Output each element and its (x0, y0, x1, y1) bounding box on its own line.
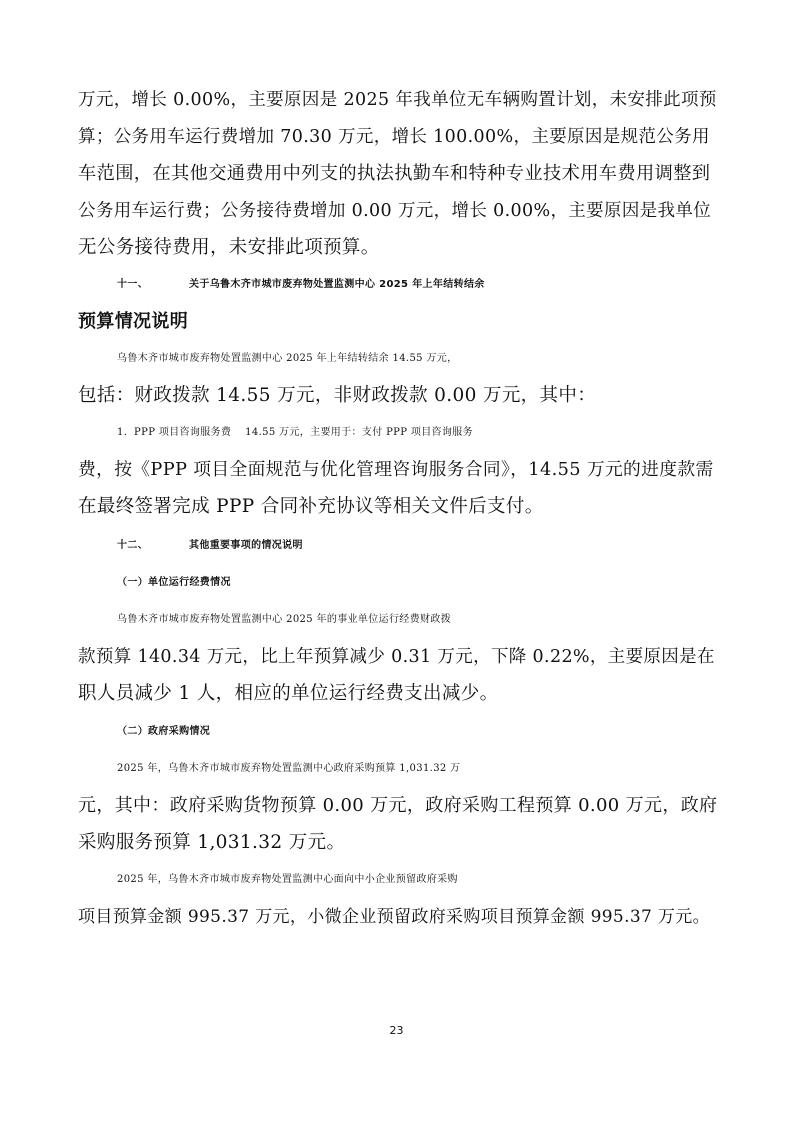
text-line: 2025 年，乌鲁木齐市城市废弃物处置监测中心面向中小企业预留政府采购 (117, 874, 458, 885)
text-line: 乌鲁木齐市城市废弃物处置监测中心 2025 年的事业单位运行经费财政拨 (117, 614, 452, 625)
subheading-procurement: （二）政府采购情况 (117, 726, 211, 737)
text-line: 费，按《PPP 项目全面规范与优化管理咨询服务合同》，14.55 万元的进度款需 (78, 460, 714, 480)
text-line: 职人员减少 1 人，相应的单位运行经费支出减少。 (78, 683, 499, 704)
text-line: 款预算 140.34 万元，比上年预算减少 0.31 万元，下降 0.22%，主要原因是在 (78, 647, 715, 667)
text-line: 2025 年，乌鲁木齐市城市废弃物处置监测中心政府采购预算 1,031.32 万 (117, 763, 461, 774)
section-number: 十一、 (117, 279, 149, 290)
text-line: 乌鲁木齐市城市废弃物处置监测中心 2025 年上年结转结余 14.55 万元， (117, 353, 458, 364)
section-heading-12 (117, 534, 757, 558)
section-title: 关于乌鲁木齐市城市废弃物处置监测中心 2025 年上年结转结余 (189, 279, 485, 290)
text-line: 包括：财政拨款 14.55 万元，非财政拨款 0.00 万元，其中： (78, 385, 597, 406)
section-heading-11-cont: 预算情况说明 (78, 311, 189, 332)
text-line: 1．PPP 项目咨询服务费 14.55 万元，主要用于：支付 PPP 项目咨询服务 (117, 427, 473, 438)
text-line: 项目预算金额 995.37 万元，小微企业预留政府采购项目预算金额 995.37 万元。 (78, 907, 710, 927)
text-line: 算；公务用车运行费增加 70.30 万元，增长 100.00%，主要原因是规范公务用 (78, 127, 710, 147)
text-line: 万元，增长 0.00%，主要原因是 2025 年我单位无车辆购置计划，未安排此项预 (78, 90, 717, 110)
section-title: 其他重要事项的情况说明 (189, 540, 303, 551)
section-number: 十二、 (117, 540, 149, 551)
text-line: 公务用车运行费；公务接待费增加 0.00 万元，增长 0.00%，主要原因是我单位 (78, 201, 712, 221)
text-line: 无公务接待费用，未安排此项预算。 (78, 237, 380, 258)
text-line: 采购服务预算 1,031.32 万元。 (78, 832, 346, 853)
page-number: 23 (389, 1024, 404, 1037)
text-line: 元，其中：政府采购货物预算 0.00 万元，政府采购工程预算 0.00 万元，政府 (78, 795, 718, 816)
subheading-operating-costs: （一）单位运行经费情况 (117, 577, 231, 588)
text-line: 车范围，在其他交通费用中列支的执法执勤车和特种专业技术用车费用调整到 (78, 163, 711, 184)
text-line: 在最终签署完成 PPP 合同补充协议等相关文件后支付。 (78, 496, 544, 517)
section-heading-11 (117, 273, 757, 297)
